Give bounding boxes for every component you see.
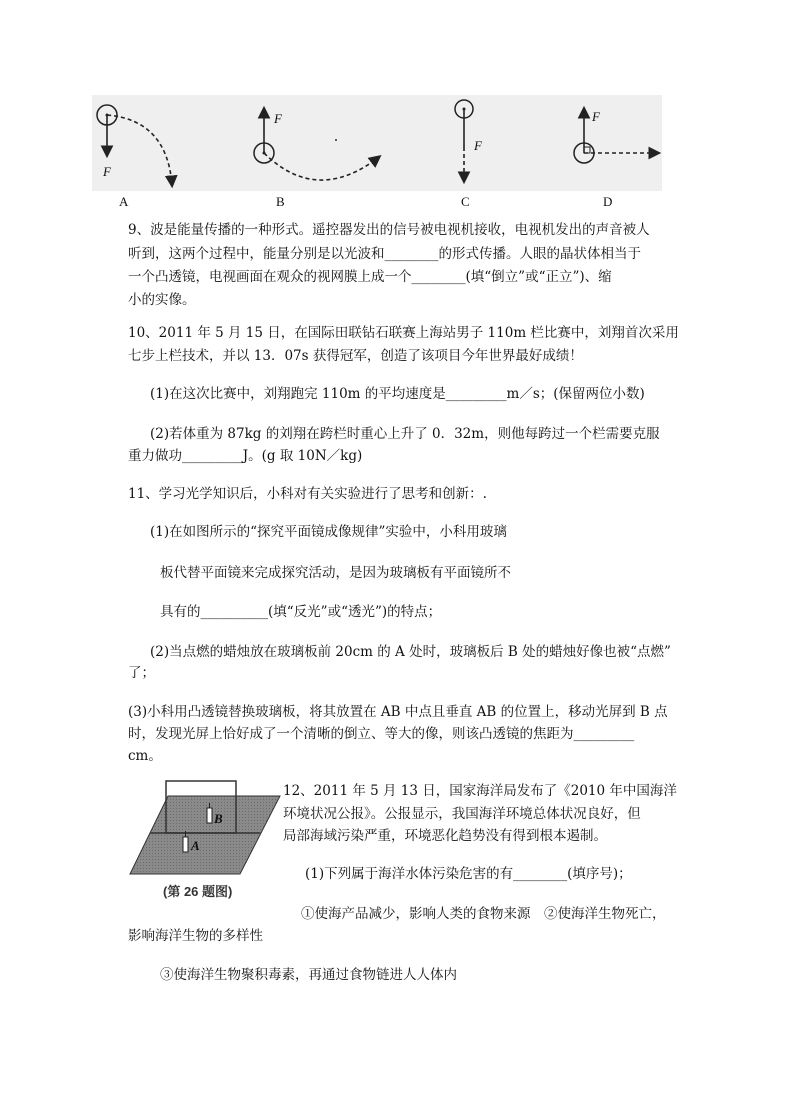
- force-label-c: F: [474, 138, 482, 153]
- q11-intro: 11、学习光学知识后，小科对有关实验进行了思考和创新：.: [128, 486, 487, 502]
- q9-line3: 一个凸透镜，电视画面在观众的视网膜上成一个________(填“倒立”或“正立”)、缩: [128, 269, 612, 285]
- q11-sub1-line2: 板代替平面镜来完成探究活动，是因为玻璃板有平面镜所不: [160, 565, 511, 581]
- q12-line1: 12、2011 年 5 月 13 日，国家海洋局发布了《2010 年中国海洋: [283, 783, 677, 799]
- q12-opt1-line1: ①使海产品减少，影响人类的食物来源 ②使海洋生物死亡，: [301, 906, 666, 922]
- q10-line2: 七步上栏技术，并以 13．07s 获得冠军，创造了该项目今年世界最好成绩！: [128, 348, 583, 364]
- force-label-d: F: [592, 109, 600, 124]
- q12-opt1-line2: 影响海洋生物的多样性: [128, 928, 263, 944]
- option-label-c: C: [461, 194, 470, 209]
- q11-sub1-line1: (1)在如图所示的“探究平面镜成像规律”实验中，小科用玻璃: [150, 524, 507, 540]
- q11-sub3-line2: 时，发现光屏上恰好成了一个清晰的倒立、等大的像，则该凸透镜的焦距为_________: [128, 726, 635, 742]
- q12-line3: 局部海域污染严重，环境恶化趋势没有得到根本遏制。: [283, 828, 607, 844]
- q10-line1: 10、2011 年 5 月 15 日，在国际田联钻石联赛上海站男子 110m 栏比赛中，刘翔首次采用: [128, 325, 679, 341]
- diagram-c: [455, 100, 473, 181]
- q11-sub1-line3: 具有的__________(填“反光”或“透光”)的特点；: [160, 604, 442, 620]
- q12-line2: 环境状况公报》。公报显示，我国海洋环境总体状况良好，但: [283, 806, 641, 822]
- candle-b-label: B: [214, 811, 223, 826]
- option-label-b: B: [276, 194, 285, 209]
- force-diagrams: [92, 95, 662, 191]
- q11-sub3-line3: cm。: [128, 748, 162, 764]
- force-label-a: F: [103, 164, 111, 179]
- option-label-a: A: [119, 194, 129, 209]
- q9-line1: 9、波是能量传播的一种形式。遥控器发出的信号被电视机接收，电视机发出的声音被人: [128, 222, 650, 238]
- diagram-b: [254, 109, 379, 180]
- q11-sub3-line1: (3)小科用凸透镜替换玻璃板，将其放置在 AB 中点且垂直 AB 的位置上，移动光屏到 B 点: [128, 704, 668, 720]
- candle-a-label: A: [191, 838, 200, 853]
- q12-opt3: ③使海洋生物聚积毒素，再通过食物链进人人体内: [160, 967, 457, 983]
- q9-line2: 听到，这两个过程中，能量分别是以光波和________的形式传播。人眼的晶状体相当于: [128, 246, 641, 262]
- q11-sub2-line1: (2)当点燃的蜡烛放在玻璃板前 20cm 的 A 处时，玻璃板后 B 处的蜡烛好像也被“点燃”: [150, 644, 671, 660]
- q9-line4: 小的实像。: [128, 292, 196, 308]
- q10-sub2-line1: (2)若体重为 87kg 的刘翔在跨栏时重心上升了 0．32m，则他每跨过一个栏需要克服: [150, 426, 660, 442]
- figure-caption: (第 26 题图): [163, 884, 233, 899]
- force-label-b: F: [274, 111, 282, 126]
- mirror-experiment-figure: [128, 778, 283, 878]
- diagram-d: [574, 109, 658, 163]
- option-label-d: D: [603, 194, 613, 209]
- q10-sub2-line2: 重力做功_________J。(g 取 10N／kg): [128, 448, 363, 464]
- q12-sub1: (1)下列属于海洋水体污染危害的有________(填序号)；: [305, 866, 632, 882]
- q10-sub1: (1)在这次比赛中，刘翔跑完 110m 的平均速度是_________m／s；(保留两位小数): [150, 386, 645, 402]
- q11-sub2-line2: 了；: [128, 665, 155, 681]
